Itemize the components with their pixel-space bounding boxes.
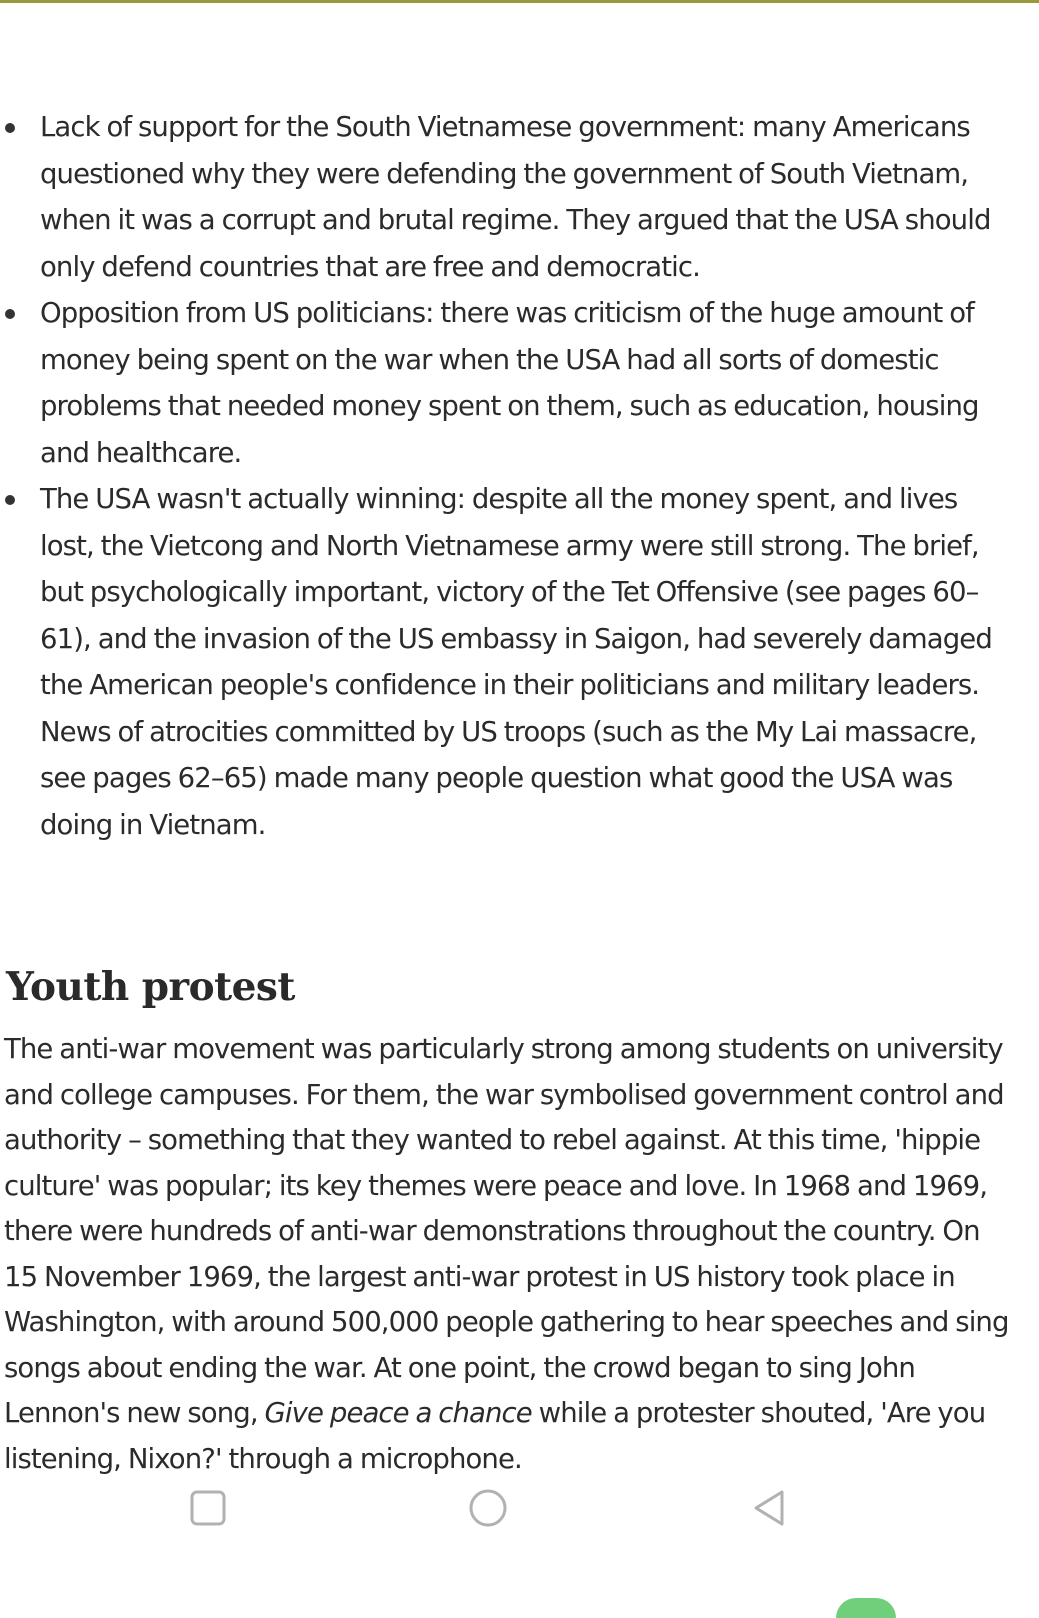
paragraph-text-after: while a protester shouted, 'Are you listening, Nixon?' through a microphone. <box>4 1397 986 1475</box>
bullet-list <box>0 104 1010 848</box>
paragraph-text-before: The anti-war movement was particularly strong among students on university and college campuses. For them, the war symbolised government control and authority – something that they wanted to rebel against. At this time, 'hippie culture' was popular; its key themes were peace and love. In 1968 and 1969, there were hundreds of anti-war demonstrations throughout the country. On 15 November 1969, the largest anti-war protest in US history took place in Washington, with around 500,000 people gathering to hear speeches and sing songs about ending the war. At one point, the crowd began to sing John Lennon's new song, <box>4 1033 1009 1429</box>
bullet-text: Opposition from US politicians: there was criticism of the huge amount of money being spent on the war when the USA had all sorts of domestic problems that needed money spent on them, such as education, housing and healthcare. <box>40 297 979 469</box>
body-paragraph <box>4 1027 1014 1482</box>
list-item <box>0 290 1010 476</box>
bullet-icon <box>5 309 15 319</box>
song-title: Give peace a chance <box>264 1397 532 1429</box>
bullet-text: Lack of support for the South Vietnamese government: many Americans questioned why they were defending the government of South Vietnam, when it was a corrupt and brutal regime. They argued that the USA should only defend countries that are free and democratic. <box>40 111 991 283</box>
section-heading: Youth protest <box>6 964 295 1010</box>
list-item <box>0 476 1010 848</box>
bullet-icon <box>5 495 15 505</box>
bullet-text: The USA wasn't actually winning: despite all the money spent, and lives lost, the Vietcong and North Vietnamese army were still strong. The brief, but psychologically important, victory of the Tet Offensive (see pages 60–61), and the invasion of the US embassy in Saigon, had severely damaged the American people's confidence in their politicians and military leaders. News of atrocities committed by US troops (such as the My Lai massacre, see pages 62–65) made many people question what good the USA was doing in Vietnam. <box>40 483 992 841</box>
top-rule <box>0 0 1039 3</box>
home-icon[interactable] <box>466 1486 510 1530</box>
bullet-icon <box>5 123 15 133</box>
corner-decoration <box>836 1598 896 1618</box>
back-icon[interactable] <box>748 1486 792 1530</box>
navigation-bar <box>0 1478 1039 1538</box>
list-item <box>0 104 1010 290</box>
recent-apps-icon[interactable] <box>186 1486 230 1530</box>
